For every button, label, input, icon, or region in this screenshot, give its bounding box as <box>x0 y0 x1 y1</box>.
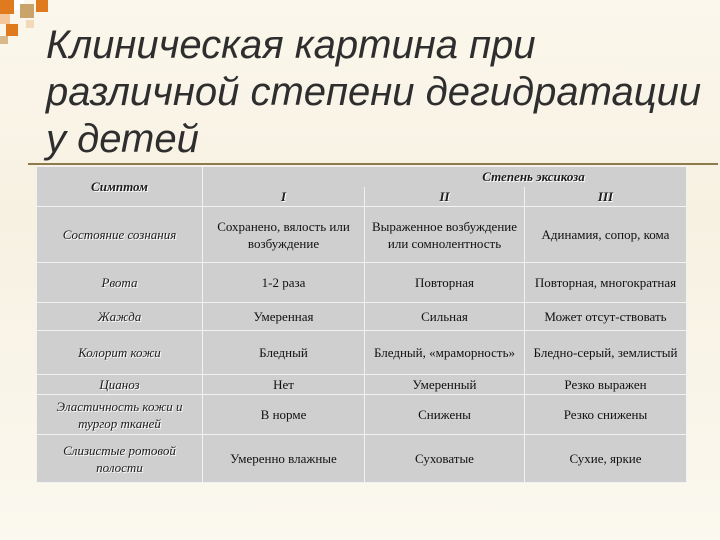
slide-title: Клиническая картина при различной степени дегидратации у детей <box>46 23 702 161</box>
row-symptom: Слизистые ротовой полости <box>37 435 203 483</box>
row-cell: Умеренно влажные <box>203 435 365 483</box>
deco-square <box>36 0 48 12</box>
row-cell: Суховатые <box>365 435 525 483</box>
title-divider <box>28 163 718 165</box>
table-row <box>37 395 687 435</box>
row-cell: Может отсут-ствовать <box>525 303 687 331</box>
deco-square <box>0 36 8 44</box>
row-cell: Нет <box>203 375 365 395</box>
row-cell: 1-2 раза <box>203 263 365 303</box>
deco-square <box>6 24 18 36</box>
row-cell: Повторная, многократная <box>525 263 687 303</box>
row-symptom: Жажда <box>37 303 203 331</box>
row-symptom: Состояние сознания <box>37 207 203 263</box>
row-cell: Выраженное возбуждение или сомнолентность <box>365 207 525 263</box>
table-row <box>37 263 687 303</box>
table-row <box>37 435 687 483</box>
row-symptom: Колорит кожи <box>37 331 203 375</box>
row-symptom: Цианоз <box>37 375 203 395</box>
row-cell: Сильная <box>365 303 525 331</box>
row-cell: Резко выражен <box>525 375 687 395</box>
header-degree-3: III <box>525 187 687 207</box>
header-degree-label: Степень эксикоза <box>203 167 687 187</box>
header-symptom: Симптом <box>37 167 203 207</box>
row-cell: Бледно-серый, землистый <box>525 331 687 375</box>
table-row <box>37 375 687 395</box>
header-degree-2: II <box>365 187 525 207</box>
deco-square <box>0 14 10 24</box>
row-cell: Бледный, «мраморность» <box>365 331 525 375</box>
row-cell: Бледный <box>203 331 365 375</box>
deco-square <box>20 4 34 18</box>
row-cell: Умеренная <box>203 303 365 331</box>
row-cell: Сухие, яркие <box>525 435 687 483</box>
row-cell: Снижены <box>365 395 525 435</box>
row-cell: Сохранено, вялость или возбуждение <box>203 207 365 263</box>
deco-square <box>26 20 34 28</box>
row-symptom: Эластичность кожи и тургор тканей <box>37 395 203 435</box>
row-cell: В норме <box>203 395 365 435</box>
dehydration-table <box>36 166 687 483</box>
row-cell: Резко снижены <box>525 395 687 435</box>
row-symptom: Рвота <box>37 263 203 303</box>
row-cell: Повторная <box>365 263 525 303</box>
table-row <box>37 207 687 263</box>
row-cell: Умеренный <box>365 375 525 395</box>
deco-square <box>0 0 14 14</box>
table-row <box>37 303 687 331</box>
table-row <box>37 331 687 375</box>
header-degree-1: I <box>203 187 365 207</box>
table-header-row <box>37 167 687 187</box>
row-cell: Адинамия, сопор, кома <box>525 207 687 263</box>
